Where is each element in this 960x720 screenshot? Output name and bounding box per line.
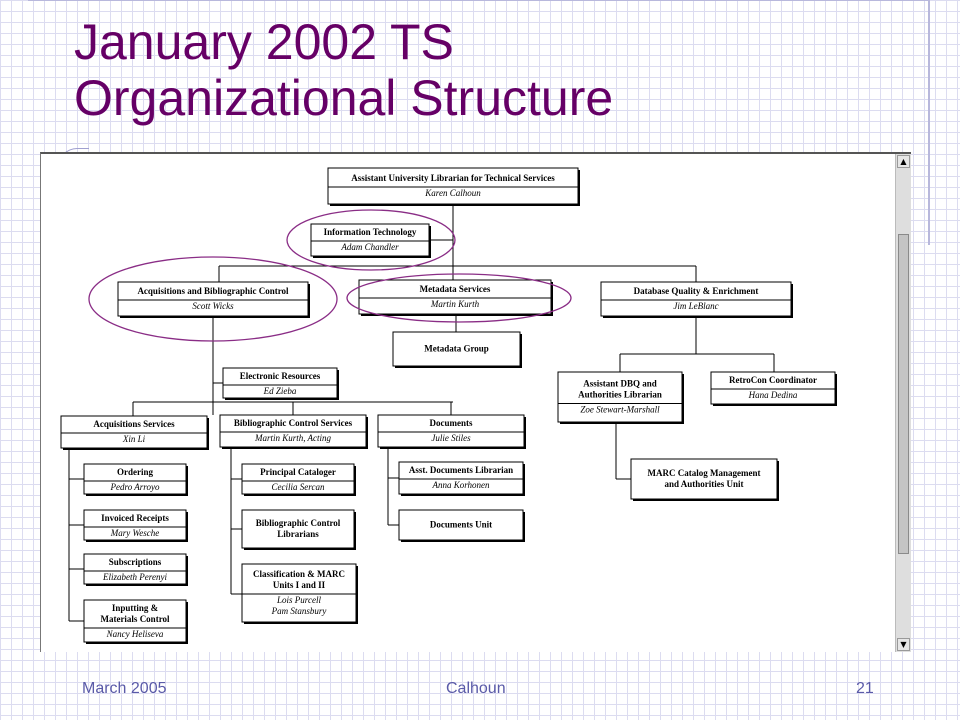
node-title: Invoiced Receipts (101, 513, 169, 523)
node-title: Authorities Librarian (578, 389, 662, 400)
node-person: Pam Stansbury (271, 606, 327, 616)
node-title: Principal Cataloger (260, 467, 336, 477)
node-title: Subscriptions (108, 557, 162, 567)
node-title: Ordering (117, 467, 153, 477)
org-node-retro (711, 372, 837, 406)
node-title: Classification & MARC (253, 569, 345, 579)
node-title: Bibliographic Control (255, 518, 341, 528)
node-title: RetroCon Coordinator (728, 375, 818, 385)
node-title: Electronic Resources (239, 371, 321, 381)
scroll-thumb[interactable] (898, 234, 909, 554)
node-title: Bibliographic Control Services (233, 418, 353, 428)
slide-title-line-1: January 2002 TS (74, 14, 454, 70)
org-node-mgroup (393, 332, 522, 368)
node-person: Cecilia Sercan (271, 482, 325, 492)
node-person: Zoe Stewart-Marshall (580, 404, 660, 415)
node-title: Metadata Services (419, 284, 491, 294)
org-node-bcs (220, 415, 368, 449)
slide-title-line-2: Organizational Structure (74, 70, 614, 126)
footer-date: March 2005 (82, 680, 167, 697)
node-person: Adam Chandler (341, 242, 399, 252)
org-node-ordering (84, 464, 188, 496)
scroll-up-arrow-icon[interactable]: ▲ (897, 155, 910, 168)
org-node-docs (378, 415, 526, 449)
org-node-aul (328, 168, 580, 206)
node-title: Documents Unit (429, 519, 493, 530)
node-person: Karen Calhoun (425, 188, 481, 198)
node-person: Mary Wesche (110, 528, 160, 538)
node-person: Martin Kurth, Acting (254, 433, 332, 443)
node-person: Xin Li (122, 434, 146, 444)
vertical-scrollbar[interactable] (895, 154, 911, 652)
decorative-horizontal-line (28, 0, 930, 1)
node-title: Librarians (277, 529, 319, 539)
org-node-acqs (61, 416, 209, 450)
org-node-it (311, 224, 431, 258)
decorative-vertical-line (928, 0, 930, 245)
node-title: Database Quality & Enrichment (633, 286, 759, 296)
node-title: and Authorities Unit (664, 479, 744, 489)
node-person: Ed Zieba (263, 386, 297, 396)
node-title: Acquisitions Services (93, 419, 175, 429)
org-node-meta (359, 280, 553, 316)
org-node-marcu (631, 459, 779, 501)
org-node-adbq (558, 372, 684, 424)
org-node-subs (84, 554, 188, 586)
node-title: Information Technology (323, 227, 417, 237)
org-chart (41, 154, 896, 652)
node-title: Metadata Group (424, 343, 489, 354)
node-person: Martin Kurth (430, 299, 480, 309)
node-title: Acquisitions and Bibliographic Control (137, 286, 289, 296)
node-person: Lois Purcell (277, 595, 321, 605)
node-title: Asst. Documents Librarian (408, 465, 514, 475)
node-title: Assistant DBQ and (583, 378, 657, 389)
node-person: Scott Wicks (192, 301, 234, 311)
org-node-adl (399, 462, 525, 496)
org-chart-nodes (61, 168, 837, 644)
node-person: Pedro Arroyo (110, 482, 160, 492)
node-title: Inputting & (111, 603, 159, 613)
node-person: Anna Korhonen (432, 480, 490, 490)
org-node-abc (118, 282, 310, 318)
node-title: Assistant University Librarian for Technical Services (351, 173, 555, 183)
node-person: Elizabeth Perenyi (103, 572, 167, 582)
node-title: Units I and II (272, 580, 326, 590)
footer-page-number: 21 (856, 680, 874, 697)
org-node-pcat (242, 464, 356, 496)
org-node-cmarc (242, 564, 358, 624)
org-node-dqe (601, 282, 793, 318)
node-title: Documents (429, 418, 473, 428)
org-node-bclib (242, 510, 356, 550)
node-person: Julie Stiles (431, 433, 471, 443)
org-node-er (223, 368, 339, 400)
slide-title (74, 14, 613, 126)
node-title: Materials Control (100, 614, 170, 624)
node-title: MARC Catalog Management (647, 468, 761, 478)
footer-author: Calhoun (446, 680, 506, 697)
node-person: Hana Dedina (748, 390, 798, 400)
org-chart-window[interactable] (40, 152, 911, 652)
org-node-input (84, 600, 188, 644)
org-node-du (399, 510, 525, 542)
node-person: Jim LeBlanc (673, 301, 719, 311)
org-node-invoiced (84, 510, 188, 542)
node-person: Nancy Heliseva (106, 629, 164, 639)
scroll-down-arrow-icon[interactable]: ▼ (897, 638, 910, 651)
